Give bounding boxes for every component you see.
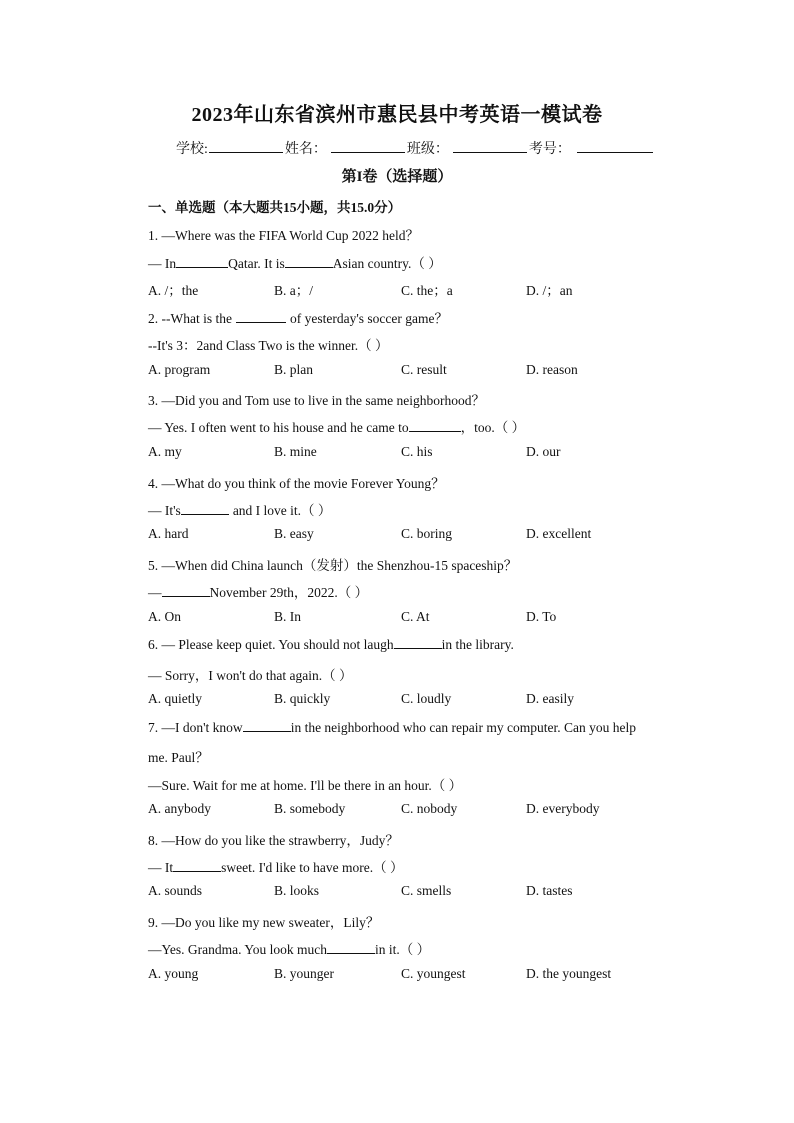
question-9-options (148, 966, 708, 986)
option-a[interactable]: A. anybody (148, 801, 211, 816)
question-6-prompt: 6. — Please keep quiet. You should not laugh in the library. (148, 637, 514, 652)
option-b[interactable]: B. plan (274, 362, 313, 377)
question-7-prompt: 7. —I don't know in the neighborhood who can repair my computer. Can you help (148, 720, 636, 735)
option-d[interactable]: D. the youngest (526, 966, 612, 981)
question-2-prompt: 2. --What is the of yesterday's soccer game？ (148, 311, 448, 326)
option-b[interactable]: B. a；/ (274, 283, 313, 298)
question-8-response: — It sweet. I'd like to have more.（ ） (148, 860, 404, 875)
option-c[interactable]: C. nobody (401, 801, 458, 816)
option-b[interactable]: B. In (274, 609, 301, 624)
question-2-response: --It's 3：2and Class Two is the winner.（ ） (148, 338, 389, 353)
option-d[interactable]: D. To (526, 609, 557, 624)
name-blank (331, 138, 405, 153)
option-d[interactable]: D. excellent (526, 526, 592, 541)
option-d[interactable]: D. our (526, 444, 561, 459)
question-5-options (148, 609, 708, 629)
question-5-prompt: 5. —When did China launch（发射）the Shenzhou-15 spaceship？ (148, 558, 518, 573)
option-d[interactable]: D. /；an (526, 283, 573, 298)
option-b[interactable]: B. quickly (274, 691, 331, 706)
option-a[interactable]: A. quietly (148, 691, 202, 706)
option-a[interactable]: A. /；the (148, 283, 199, 298)
option-a[interactable]: A. young (148, 966, 199, 981)
question-6-response: — Sorry，I won't do that again.（ ） (148, 668, 353, 683)
answer-blank (409, 419, 461, 432)
option-c[interactable]: C. boring (401, 526, 453, 541)
question-3-options (148, 444, 708, 464)
option-b[interactable]: B. younger (274, 966, 334, 981)
answer-blank (176, 255, 228, 268)
question-8-options (148, 883, 708, 903)
option-b[interactable]: B. easy (274, 526, 314, 541)
option-b[interactable]: B. somebody (274, 801, 346, 816)
option-c[interactable]: C. loudly (401, 691, 452, 706)
question-6-options (148, 691, 708, 711)
option-b[interactable]: B. looks (274, 883, 320, 898)
question-4-prompt: 4. —What do you think of the movie Forever Young？ (148, 476, 445, 491)
question-8-prompt: 8. —How do you like the strawberry，Judy？ (148, 833, 399, 848)
question-2-options (148, 362, 708, 382)
option-d[interactable]: D. reason (526, 362, 578, 377)
part-title: 一、单选题（本大题共15小题，共15.0分） (148, 200, 402, 215)
exam-no-label: 考号： (528, 142, 571, 157)
option-c[interactable]: C. result (401, 362, 447, 377)
question-1-prompt: 1. —Where was the FIFA World Cup 2022 held？ (148, 228, 420, 243)
class-label: 班级： (406, 142, 449, 157)
section-title: 第I卷（选择题） (341, 169, 453, 185)
option-c[interactable]: C. youngest (401, 966, 466, 981)
answer-blank (243, 719, 291, 732)
question-7-response: —Sure. Wait for me at home. I'll be there in an hour.（ ） (148, 778, 463, 793)
question-7-prompt-cont: me. Paul？ (148, 750, 209, 765)
option-a[interactable]: A. sounds (148, 883, 203, 898)
option-c[interactable]: C. smells (401, 883, 452, 898)
option-a[interactable]: A. hard (148, 526, 189, 541)
question-1-options (148, 279, 708, 299)
class-blank (453, 138, 527, 153)
school-blank (209, 138, 283, 153)
option-a[interactable]: A. my (148, 444, 182, 459)
question-1-response: — In Qatar. It is Asian country.（ ） (148, 256, 442, 271)
option-d[interactable]: D. easily (526, 691, 574, 706)
option-b[interactable]: B. mine (274, 444, 317, 459)
question-7-options (148, 801, 708, 821)
option-d[interactable]: D. everybody (526, 801, 600, 816)
answer-blank (285, 255, 333, 268)
answer-blank (327, 941, 375, 954)
question-4-response: — It's and I love it.（ ） (148, 503, 332, 518)
answer-blank (236, 310, 286, 323)
question-5-response: — November 29th，2022.（ ） (148, 585, 369, 600)
option-a[interactable]: A. On (148, 609, 181, 624)
question-3-response: — Yes. I often went to his house and he came to ，too.（ ） (148, 420, 526, 435)
student-info-line (176, 138, 655, 158)
option-c[interactable]: C. his (401, 444, 433, 459)
question-9-prompt: 9. —Do you like my new sweater，Lily？ (148, 915, 380, 930)
page-title: 2023年山东省滨州市惠民县中考英语一模试卷 (191, 104, 603, 126)
answer-blank (394, 636, 442, 649)
option-c[interactable]: C. the；a (401, 283, 453, 298)
answer-blank (162, 584, 210, 597)
school-label: 学校: (176, 142, 208, 157)
question-3-prompt: 3. —Did you and Tom use to live in the same neighborhood？ (148, 393, 486, 408)
question-4-options (148, 526, 708, 546)
option-d[interactable]: D. tastes (526, 883, 573, 898)
answer-blank (173, 859, 221, 872)
question-9-response: —Yes. Grandma. You look much in it.（ ） (148, 942, 431, 957)
option-c[interactable]: C. At (401, 609, 430, 624)
answer-blank (181, 502, 229, 515)
name-label: 姓名： (284, 142, 327, 157)
exam-no-blank (577, 138, 653, 153)
option-a[interactable]: A. program (148, 362, 211, 377)
